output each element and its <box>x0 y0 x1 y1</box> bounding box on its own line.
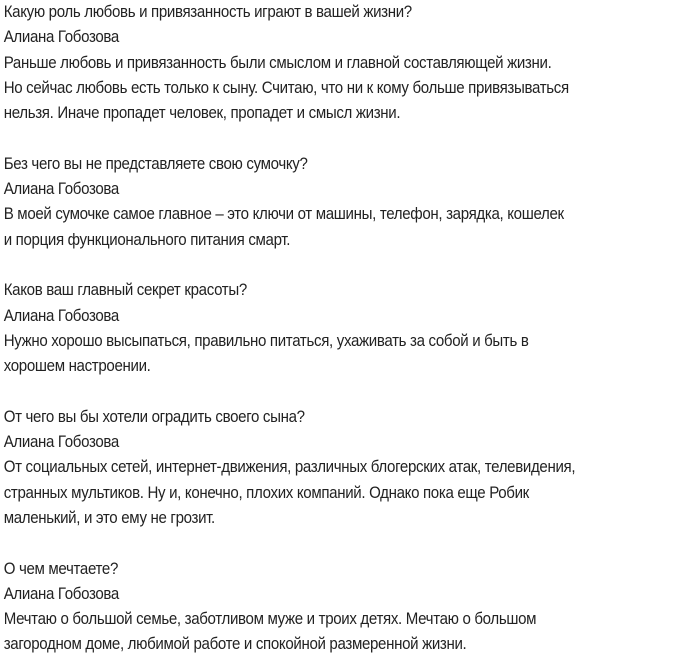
qa-block-love <box>4 0 700 126</box>
question: О чем мечтаете? <box>3 559 118 578</box>
answer-line: Но сейчас любовь есть только к сыну. Считаю, что ни к кому больше привязываться <box>3 78 569 97</box>
question: Без чего вы не представляете свою сумочку? <box>3 154 308 173</box>
speaker-name: Алиана Гобозова <box>3 180 119 199</box>
answer-line: нельзя. Иначе пропадет человек, пропадет и смысл жизни. <box>3 104 401 123</box>
answer-line: хорошем настроении. <box>3 357 151 376</box>
answer-line: странных мультиков. Ну и, конечно, плохих компаний. Однако пока еще Робик <box>3 483 529 502</box>
speaker-name: Алиана Гобозова <box>3 306 119 325</box>
answer-line: Раньше любовь и привязанность были смыслом и главной составляющей жизни. <box>3 53 552 72</box>
qa-block-dreams <box>4 557 700 658</box>
question: Каков ваш главный секрет красоты? <box>3 281 247 300</box>
answer-line: маленький, и это ему не грозит. <box>3 508 215 527</box>
qa-block-handbag <box>4 152 700 253</box>
answer-line: От социальных сетей, интернет-движения, различных блогерских атак, телевидения, <box>3 458 576 477</box>
question: Какую роль любовь и привязанность играют в вашей жизни? <box>3 3 412 21</box>
answer-line: и порция функционального питания смарт. <box>3 230 291 249</box>
qa-block-son <box>4 405 700 531</box>
qa-block-beauty <box>4 278 700 379</box>
answer-line: В моей сумочке самое главное – это ключи от машины, телефон, зарядка, кошелек <box>3 205 564 224</box>
answer-line: Нужно хорошо высыпаться, правильно питаться, ухаживать за собой и быть в <box>3 331 529 350</box>
answer-line: Мечтаю о большой семье, заботливом муже и троих детях. Мечтаю о большом <box>3 610 537 629</box>
speaker-name: Алиана Гобозова <box>3 433 119 452</box>
question: От чего вы бы хотели оградить своего сына? <box>3 407 305 426</box>
speaker-name: Алиана Гобозова <box>3 584 119 603</box>
answer-line: загородном доме, любимой работе и спокойной размеренной жизни. <box>3 635 467 654</box>
speaker-name: Алиана Гобозова <box>3 28 119 47</box>
